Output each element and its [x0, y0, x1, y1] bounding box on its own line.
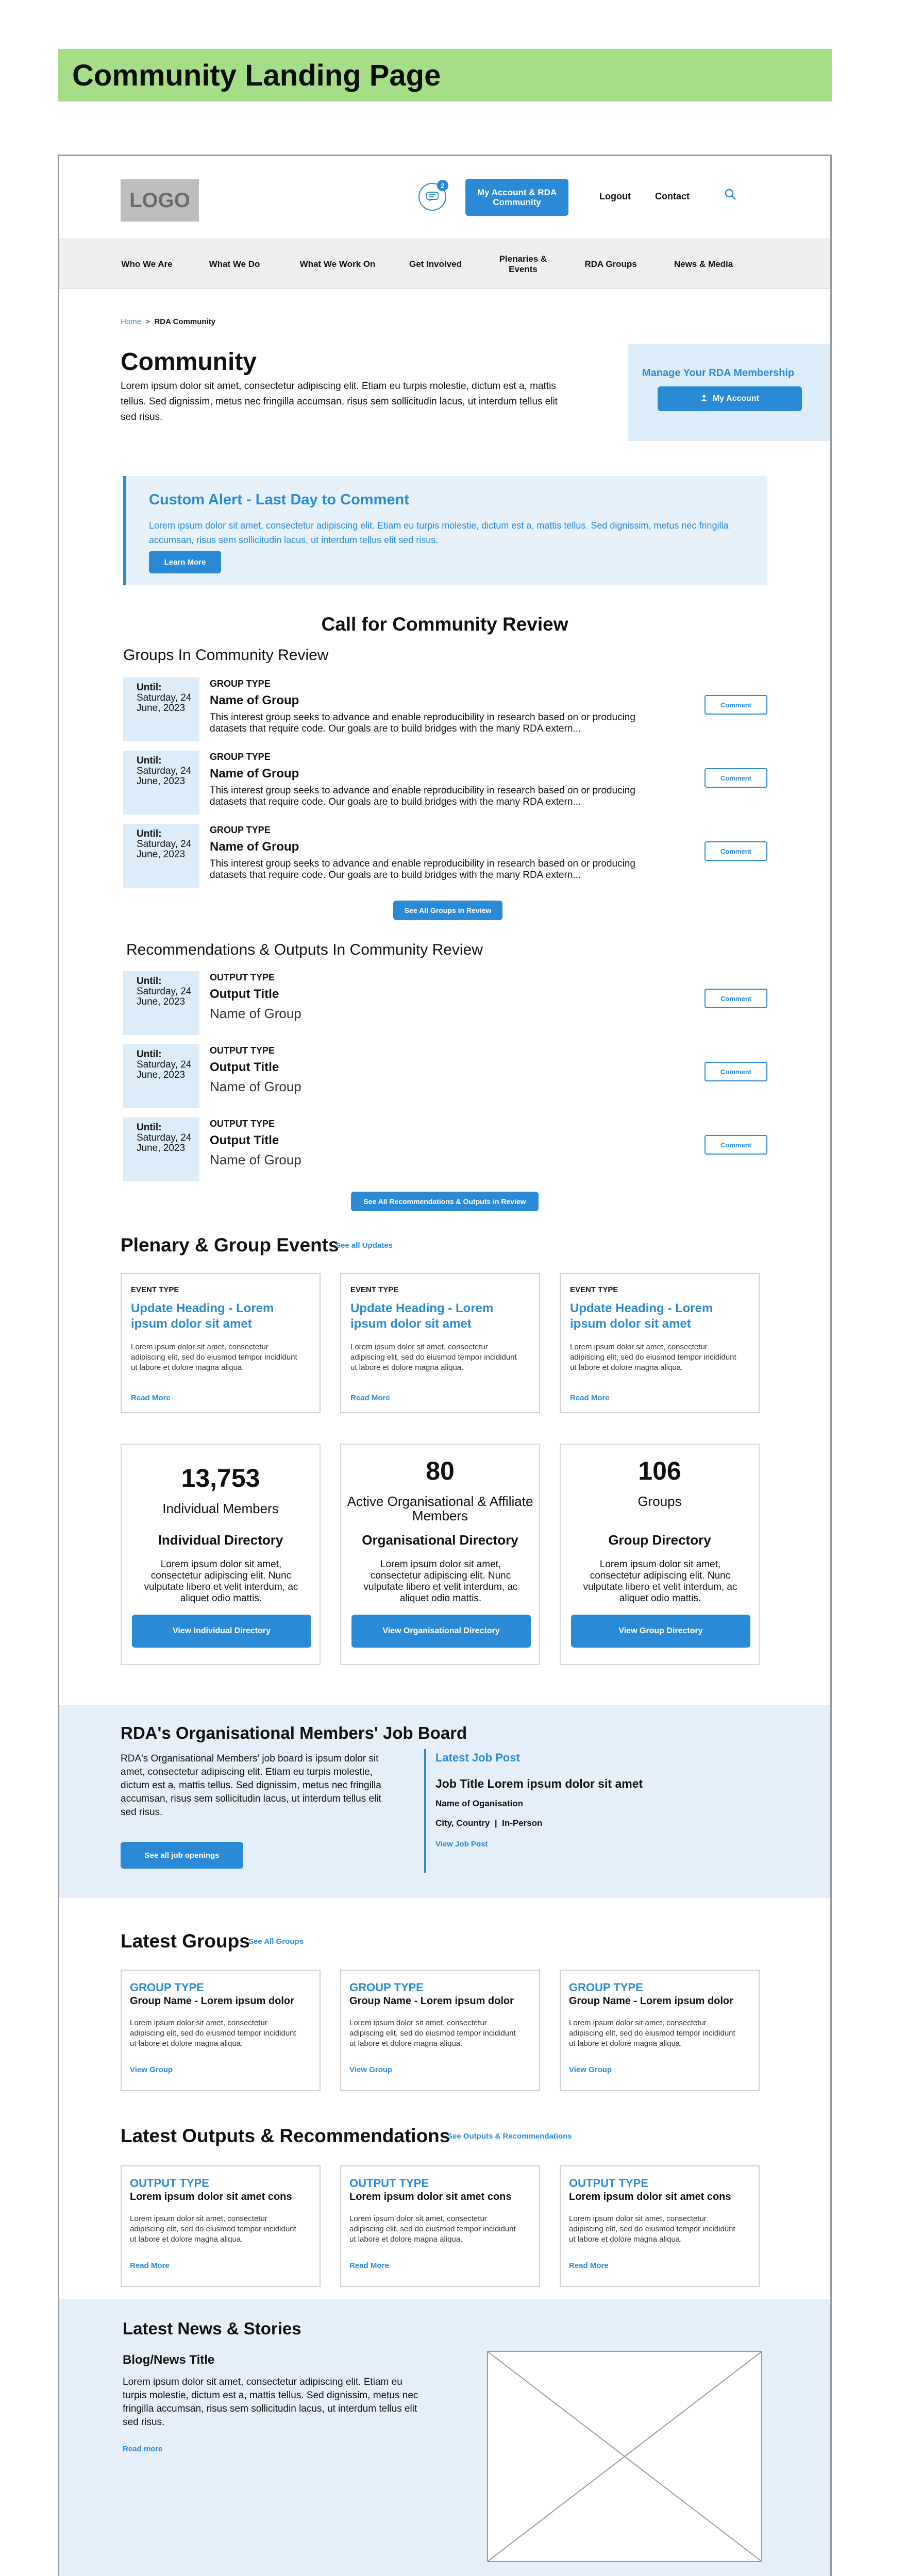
- see-outputs-link[interactable]: See Outputs & Recommendations: [447, 2132, 572, 2141]
- read-more-link[interactable]: Read More: [570, 1394, 610, 1402]
- output-group: Name of Group: [210, 1152, 301, 1167]
- search-icon[interactable]: [724, 188, 736, 204]
- latest-outputs-title: Latest Outputs & Recommendations: [121, 2125, 450, 2146]
- review-date: [123, 1044, 199, 1108]
- see-all-updates-link[interactable]: See all Updates: [335, 1241, 393, 1250]
- output-type: OUTPUT TYPE: [569, 2177, 649, 2190]
- view-organisational-directory-button[interactable]: View Organisational Directory: [351, 1615, 531, 1648]
- output-card[interactable]: [560, 2165, 760, 2287]
- review-date: [123, 824, 199, 888]
- alert-title: Custom Alert - Last Day to Comment: [149, 492, 409, 508]
- membership-title: Manage Your RDA Membership: [642, 367, 795, 379]
- group-name: Name of Group: [210, 840, 299, 854]
- event-card[interactable]: [121, 1273, 321, 1413]
- event-heading[interactable]: Update Heading - Lorem ipsum dolor sit amet: [131, 1301, 274, 1331]
- stat-number: 13,753: [181, 1464, 260, 1493]
- directory-heading: Organisational Directory: [362, 1532, 518, 1548]
- news-image-placeholder: [487, 2351, 762, 2562]
- event-card[interactable]: [340, 1273, 540, 1413]
- nav-plenaries-events[interactable]: Plenaries & Events: [499, 254, 547, 274]
- event-heading[interactable]: Update Heading - Lorem ipsum dolor sit amet: [570, 1301, 713, 1331]
- group-description: This interest group seeks to advance and enable reproducibility in research based on or producing datasets that require code. Our goals are to build bridges with the many RDA extern...: [210, 712, 635, 734]
- organisational-directory-card: [340, 1444, 540, 1665]
- news-section: [59, 2299, 830, 2576]
- group-body: Lorem ipsum dolor sit amet, consectetur adipiscing elit, sed do eiusmod tempor incididunt ut labore et dolore magna aliqua.: [569, 2019, 735, 2048]
- page-title: Community: [121, 348, 257, 376]
- view-group-directory-button[interactable]: View Group Directory: [571, 1615, 750, 1648]
- review-date: [123, 677, 199, 741]
- read-more-link[interactable]: Read More: [131, 1394, 171, 1402]
- directory-description: Lorem ipsum dolor sit amet, consectetur adipiscing elit. Nunc vulputate libero et velit interdum, ac aliquet odio mattis.: [144, 1559, 298, 1604]
- nav-news-media[interactable]: News & Media: [674, 259, 733, 269]
- user-icon: [700, 394, 708, 404]
- review-group-row: [123, 677, 767, 741]
- groups-review-title: Groups In Community Review: [123, 647, 329, 664]
- date-value: Saturday, 24 June, 2023: [137, 839, 192, 860]
- view-group-link[interactable]: View Group: [569, 2065, 612, 2074]
- output-type: OUTPUT TYPE: [210, 1045, 275, 1056]
- output-group: Name of Group: [210, 1006, 301, 1021]
- group-type: GROUP TYPE: [210, 752, 271, 762]
- review-date: [123, 751, 199, 815]
- output-type: OUTPUT TYPE: [210, 972, 275, 982]
- logout-link[interactable]: Logout: [599, 191, 631, 201]
- directory-heading: Individual Directory: [158, 1532, 283, 1548]
- output-group: Name of Group: [210, 1079, 301, 1094]
- group-description: This interest group seeks to advance and enable reproducibility in research based on or producing datasets that require code. Our goals are to build bridges with the many RDA extern...: [210, 858, 635, 880]
- nav-what-we-work-on[interactable]: What We Work On: [299, 259, 376, 269]
- group-description: This interest group seeks to advance and enable reproducibility in research based on or producing datasets that require code. Our goals are to build bridges with the many RDA extern...: [210, 785, 635, 807]
- group-directory-card: [560, 1444, 760, 1665]
- until-label: Until:: [137, 755, 162, 766]
- group-name[interactable]: Group Name - Lorem ipsum dolor: [349, 1995, 514, 2007]
- group-name: Name of Group: [210, 767, 299, 781]
- membership-account-button[interactable]: [658, 386, 802, 411]
- comment-button[interactable]: Comment: [704, 695, 767, 715]
- membership-account-label: My Account: [712, 394, 760, 403]
- job-board-section: [59, 1705, 830, 1898]
- view-group-link[interactable]: View Group: [130, 2065, 173, 2074]
- see-all-groups-link[interactable]: See All Groups: [248, 1937, 304, 1946]
- group-type: GROUP TYPE: [569, 1981, 643, 1994]
- output-title: Output Title: [210, 987, 279, 1001]
- output-card[interactable]: [340, 2165, 540, 2287]
- job-organisation: Name of Oganisation: [435, 1799, 524, 1808]
- group-type: GROUP TYPE: [130, 1981, 204, 1994]
- directory-description: Lorem ipsum dolor sit amet, consectetur adipiscing elit. Nunc vulputate libero et velit interdum, ac aliquet odio mattis.: [583, 1559, 737, 1604]
- latest-groups-title: Latest Groups: [121, 1930, 250, 1952]
- review-output-row: [123, 971, 767, 1035]
- group-type: GROUP TYPE: [210, 825, 271, 835]
- events-title: Plenary & Group Events: [121, 1234, 339, 1256]
- view-job-post-link[interactable]: View Job Post: [435, 1840, 488, 1849]
- comment-button[interactable]: Comment: [704, 989, 767, 1008]
- event-type: EVENT TYPE: [350, 1285, 399, 1294]
- until-label: Until:: [137, 828, 162, 839]
- event-body: Lorem ipsum dolor sit amet, consectetur adipiscing elit, sed do eiusmod tempor incididunt ut labore et dolore magna aliqua.: [570, 1343, 736, 1372]
- output-type: OUTPUT TYPE: [130, 2177, 210, 2190]
- date-value: Saturday, 24 June, 2023: [137, 1059, 192, 1080]
- output-name[interactable]: Lorem ipsum dolor sit amet cons: [130, 2191, 292, 2202]
- comment-button[interactable]: Comment: [704, 1062, 767, 1081]
- until-label: Until:: [137, 976, 162, 987]
- output-body: Lorem ipsum dolor sit amet, consectetur adipiscing elit, sed do eiusmod tempor incididunt ut labore et dolore magna aliqua.: [349, 2214, 516, 2244]
- group-name[interactable]: Group Name - Lorem ipsum dolor: [569, 1995, 733, 2007]
- news-title: Latest News & Stories: [123, 2319, 301, 2338]
- review-group-row: [123, 751, 767, 815]
- until-label: Until:: [137, 1122, 162, 1133]
- review-output-row: [123, 1044, 767, 1108]
- group-card[interactable]: [121, 1970, 321, 2091]
- output-name[interactable]: Lorem ipsum dolor sit amet cons: [569, 2191, 731, 2202]
- output-title: Output Title: [210, 1060, 279, 1074]
- page-banner: [58, 49, 832, 101]
- news-item-body: Lorem ipsum dolor sit amet, consectetur adipiscing elit. Etiam eu turpis molestie, dictum est a, mattis tellus. Sed dignissim, metus nec fringilla accumsan, risus sem sollicitudin lacus, ut interdum tellus elit sed risus.: [123, 2377, 418, 2428]
- see-all-jobs-button[interactable]: See all job openings: [121, 1842, 243, 1869]
- until-label: Until:: [137, 682, 162, 693]
- read-more-link[interactable]: Read More: [569, 2261, 609, 2270]
- group-card[interactable]: [560, 1970, 760, 2091]
- breadcrumb: [121, 317, 215, 326]
- breadcrumb-home[interactable]: Home: [121, 317, 142, 326]
- membership-panel: [628, 344, 832, 441]
- main-nav: [59, 239, 830, 289]
- comment-button[interactable]: Comment: [704, 841, 767, 861]
- logo[interactable]: LOGO: [121, 179, 199, 222]
- individual-directory-card: [121, 1444, 321, 1665]
- comment-button[interactable]: Comment: [704, 1135, 767, 1155]
- nav-who-we-are[interactable]: Who We Are: [121, 259, 173, 269]
- review-date: [123, 1117, 199, 1181]
- wireframe-page: [58, 155, 832, 2576]
- comment-button[interactable]: Comment: [704, 768, 767, 788]
- job-divider: [424, 1749, 426, 1873]
- review-output-row: [123, 1117, 767, 1181]
- date-value: Saturday, 24 June, 2023: [137, 766, 192, 787]
- latest-job-label: Latest Job Post: [435, 1751, 520, 1764]
- breadcrumb-separator: >: [145, 317, 150, 326]
- review-group-row: [123, 824, 767, 888]
- stat-label: Individual Members: [162, 1501, 279, 1516]
- stat-number: 106: [638, 1456, 681, 1485]
- custom-alert: [123, 476, 767, 585]
- job-board-title: RDA's Organisational Members' Job Board: [121, 1723, 467, 1742]
- site-header: [59, 156, 830, 239]
- output-name[interactable]: Lorem ipsum dolor sit amet cons: [349, 2191, 512, 2202]
- nav-what-we-do[interactable]: What We Do: [209, 259, 260, 269]
- event-body: Lorem ipsum dolor sit amet, consectetur adipiscing elit, sed do eiusmod tempor incididunt ut labore et dolore magna aliqua.: [350, 1343, 517, 1372]
- output-title: Output Title: [210, 1133, 279, 1147]
- chat-icon[interactable]: [418, 183, 446, 211]
- nav-get-involved[interactable]: Get Involved: [409, 259, 462, 269]
- job-title[interactable]: Job Title Lorem ipsum dolor sit amet: [435, 1777, 643, 1790]
- job-board-description: RDA's Organisational Members' job board is ipsum dolor sit amet, consectetur adipiscing elit. Etiam eu turpis molestie, dictum est a, mattis tellus. Sed dignissim, metus nec fringilla accumsan, risus sem sollicitudin lacus, ut interdum tellus elit sed risus.: [121, 1753, 381, 1818]
- group-type: GROUP TYPE: [349, 1981, 424, 1994]
- output-type: OUTPUT TYPE: [210, 1118, 275, 1129]
- page-description: Lorem ipsum dolor sit amet, consectetur adipiscing elit. Etiam eu turpis molestie, dictum est a, mattis tellus. Sed dignissim, metus nec fringilla accumsan, risus sem sollicitudin lacus, ut interdum tellus elit sed risus.: [121, 381, 558, 422]
- read-more-link[interactable]: Read More: [349, 2261, 389, 2270]
- see-all-outputs-review-button[interactable]: See All Recommendations & Outputs in Review: [351, 1192, 539, 1211]
- alert-learn-more-button[interactable]: Learn More: [149, 551, 221, 573]
- stat-number: 80: [426, 1456, 455, 1485]
- news-read-more-link[interactable]: Read more: [123, 2445, 163, 2453]
- review-date: [123, 971, 199, 1035]
- group-name: Name of Group: [210, 693, 299, 707]
- group-card[interactable]: [340, 1970, 540, 2091]
- output-body: Lorem ipsum dolor sit amet, consectetur adipiscing elit, sed do eiusmod tempor incididunt ut labore et dolore magna aliqua.: [130, 2214, 296, 2244]
- job-location: City, Country | In-Person: [435, 1818, 543, 1828]
- alert-description: Lorem ipsum dolor sit amet, consectetur adipiscing elit. Etiam eu turpis molestie, dictum est a, mattis tellus. Sed dignissim, metus nec fringilla accumsan, risus sem sollicitudin lacus, ut interdum tellus elit sed risus.: [149, 520, 729, 545]
- output-body: Lorem ipsum dolor sit amet, consectetur adipiscing elit, sed do eiusmod tempor incididunt ut labore et dolore magna aliqua.: [569, 2214, 735, 2244]
- breadcrumb-current: RDA Community: [154, 317, 216, 326]
- view-group-link[interactable]: View Group: [349, 2065, 393, 2074]
- stat-label: Groups: [637, 1494, 682, 1509]
- stat-label: Active Organisational & Affiliate Members: [347, 1494, 533, 1523]
- outputs-review-title: Recommendations & Outputs In Community Review: [126, 941, 483, 958]
- date-value: Saturday, 24 June, 2023: [137, 1132, 192, 1154]
- output-type: OUTPUT TYPE: [349, 2177, 429, 2190]
- banner-title: Community Landing Page: [72, 58, 441, 92]
- news-item-title[interactable]: Blog/News Title: [123, 2353, 215, 2367]
- event-body: Lorem ipsum dolor sit amet, consectetur adipiscing elit, sed do eiusmod tempor incididunt ut labore et dolore magna aliqua.: [131, 1343, 297, 1372]
- group-body: Lorem ipsum dolor sit amet, consectetur adipiscing elit, sed do eiusmod tempor incididunt ut labore et dolore magna aliqua.: [130, 2019, 296, 2048]
- event-type: EVENT TYPE: [131, 1285, 179, 1294]
- nav-rda-groups[interactable]: RDA Groups: [584, 259, 637, 269]
- directory-description: Lorem ipsum dolor sit amet, consectetur adipiscing elit. Nunc vulputate libero et velit interdum, ac aliquet odio mattis.: [363, 1559, 518, 1604]
- view-individual-directory-button[interactable]: View Individual Directory: [132, 1615, 311, 1648]
- read-more-link[interactable]: Read More: [350, 1394, 390, 1402]
- event-type: EVENT TYPE: [570, 1285, 618, 1294]
- event-heading[interactable]: Update Heading - Lorem ipsum dolor sit amet: [350, 1301, 494, 1331]
- directory-heading: Group Directory: [608, 1532, 711, 1548]
- group-body: Lorem ipsum dolor sit amet, consectetur adipiscing elit, sed do eiusmod tempor incididunt ut labore et dolore magna aliqua.: [349, 2019, 516, 2048]
- date-value: Saturday, 24 June, 2023: [137, 692, 192, 714]
- event-card[interactable]: [560, 1273, 760, 1413]
- see-all-groups-review-button[interactable]: See All Groups in Review: [393, 901, 502, 920]
- notification-badge: 2: [437, 180, 448, 191]
- group-name[interactable]: Group Name - Lorem ipsum dolor: [130, 1995, 294, 2007]
- date-value: Saturday, 24 June, 2023: [137, 986, 192, 1007]
- community-review-title: Call for Community Review: [321, 614, 568, 635]
- output-card[interactable]: [121, 2165, 321, 2287]
- group-type: GROUP TYPE: [210, 679, 271, 689]
- contact-link[interactable]: Contact: [655, 191, 690, 201]
- read-more-link[interactable]: Read More: [130, 2261, 170, 2270]
- my-account-button[interactable]: My Account & RDA Community: [465, 179, 568, 216]
- until-label: Until:: [137, 1049, 162, 1060]
